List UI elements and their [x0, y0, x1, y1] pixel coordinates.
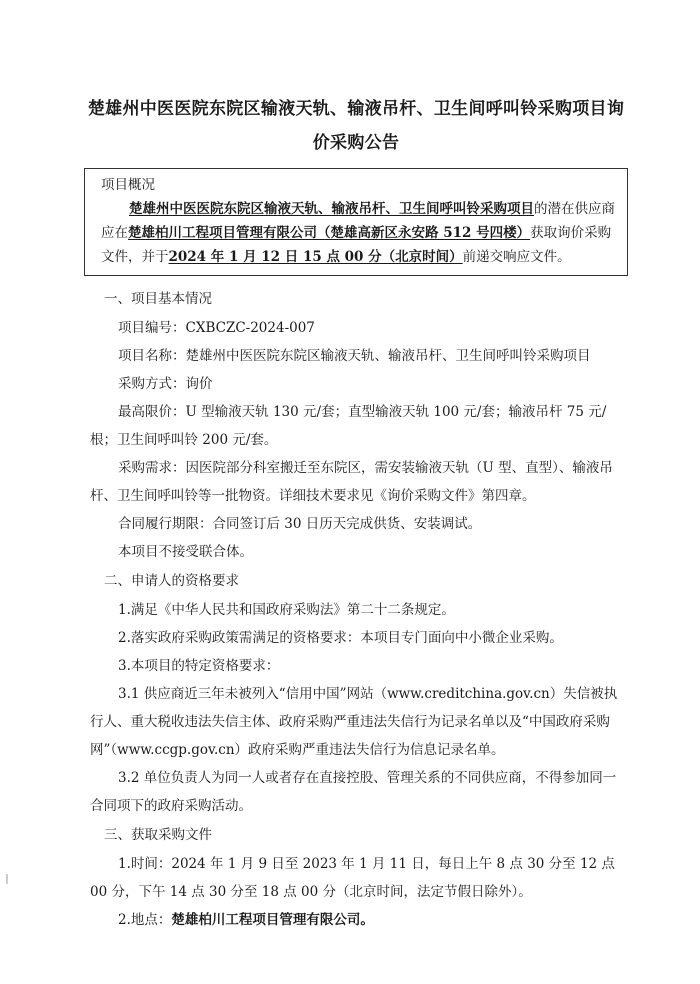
document-title: 楚雄州中医医院东院区输液天轨、输液吊杆、卫生间呼叫铃采购项目询价采购公告 — [87, 99, 625, 153]
section3-heading: 三、获取采购文件 — [104, 827, 212, 843]
document-place — [90, 906, 622, 934]
document-time: 1.时间：2024 年 1 月 9 日至 2023 年 1 月 11 日，每日上午 8 点 30 分至 12 点 00 分，下午 14 点 30 分至 18 点 00 分（北京时间，法定节假日除外）。 — [90, 856, 615, 900]
qualification-2: 2.落实政府采购政策需满足的资格要求：本项目专门面向中小微企业采购。 — [118, 630, 563, 646]
qualification-3: 3.本项目的特定资格要求： — [118, 658, 280, 674]
overview-text — [101, 197, 617, 269]
overview-project-name: 楚雄州中医医院东院区输液天轨、输液吊杆、卫生间呼叫铃采购项目 — [129, 201, 534, 217]
no-consortium: 本项目不接受联合体。 — [118, 544, 253, 560]
contract-period: 合同履行期限：合同签订后 30 日历天完成供货、安装调试。 — [118, 516, 482, 532]
section1-heading: 一、项目基本情况 — [104, 291, 212, 307]
project-name: 项目名称：楚雄州中医医院东院区输液天轨、输液吊杆、卫生间呼叫铃采购项目 — [118, 348, 591, 364]
qualification-1: 1.满足《中华人民共和国政府采购法》第二十二条规定。 — [118, 602, 455, 618]
overview-text-3: 前递交响应文件。 — [462, 249, 571, 265]
max-price: 最高限价：U 型输液天轨 130 元/套；直型输液天轨 100 元/套；输液吊杆 75 元/根；卫生间呼叫铃 200 元/套。 — [90, 404, 607, 448]
project-number: 项目编号：CXBCZC-2024-007 — [118, 320, 315, 336]
qualification-3-2: 3.2 单位负责人为同一人或者存在直接控股、管理关系的不同供应商，不得参加同一合同项下的政府采购活动。 — [90, 770, 617, 814]
overview-agency: 楚雄柏川工程项目管理有限公司（楚雄高新区永安路 512 号四楼） — [128, 225, 531, 241]
procurement-method: 采购方式：询价 — [118, 376, 213, 392]
qualification-3-1: 3.1 供应商近三年未被列入“信用中国”网站（www.creditchina.gov.cn）失信被执行人、重大税收违法失信主体、政府采购严重违法失信行为记录名单以及“中国政府采购网”（www.ccgp.gov.cn）政府采购严重违法失信行为信息记录名单。 — [90, 686, 618, 758]
overview-deadline: 2024 年 1 月 12 日 15 点 00 分（北京时间） — [168, 249, 463, 265]
section2-heading: 二、申请人的资格要求 — [104, 573, 239, 589]
overview-text-1: 的潜在供应商应在 — [101, 201, 615, 241]
place-value: 楚雄柏川工程项目管理有限公司。 — [171, 912, 374, 928]
project-overview-box — [84, 168, 628, 276]
overview-heading: 项目概况 — [101, 177, 155, 193]
overview-text-2: 获取询价采购文件，并于 — [101, 225, 612, 265]
scan-mark — [6, 874, 8, 884]
place-label: 2.地点： — [118, 912, 172, 928]
procurement-demand: 采购需求：因医院部分科室搬迁至东院区，需安装输液天轨（U 型、直型）、输液吊杆、卫生间呼叫铃等一批物资。详细技术要求见《询价采购文件》第四章。 — [90, 460, 613, 504]
